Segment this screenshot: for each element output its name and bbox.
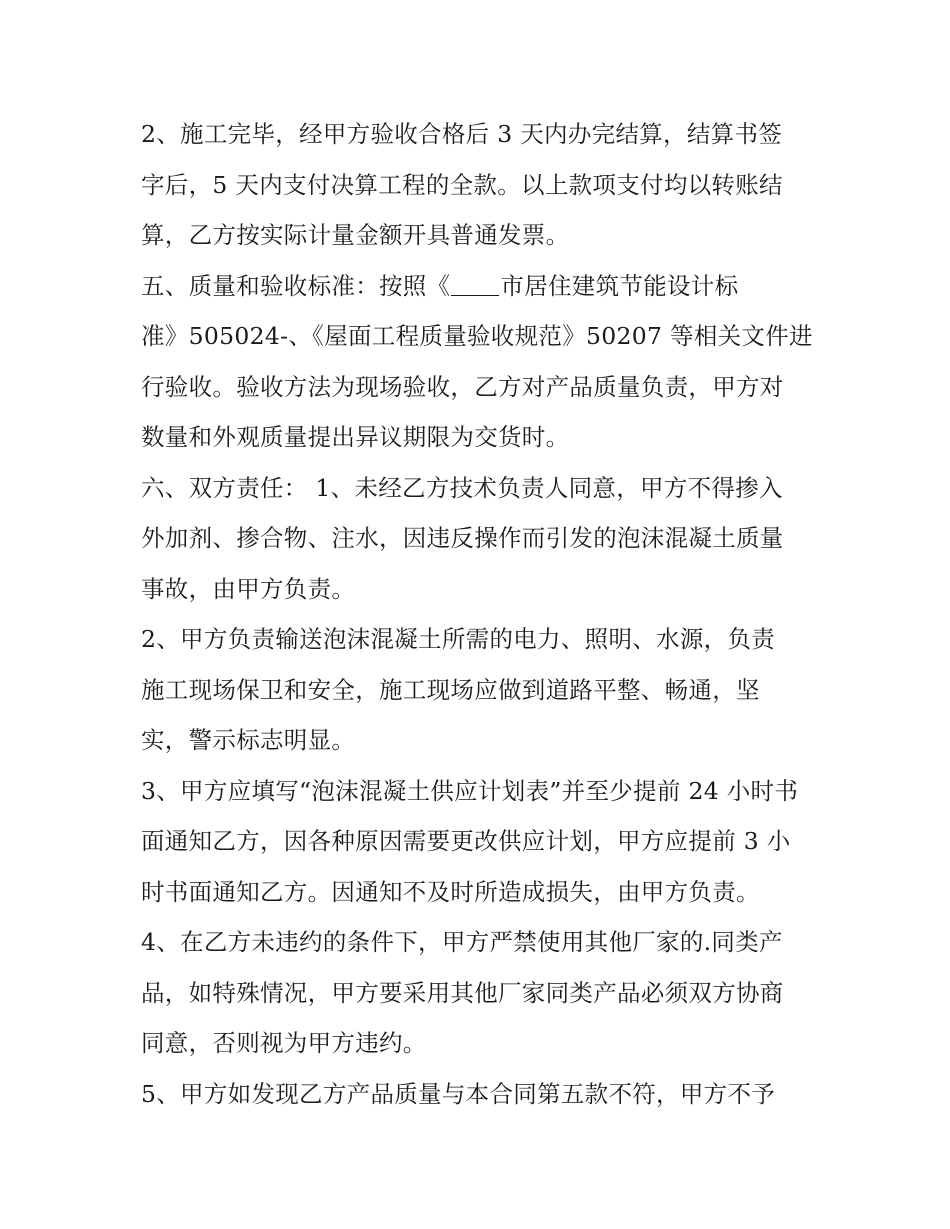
text-line: 面通知乙方，因各种原因需要更改供应计划，甲方应提前 3 小 [141,827,791,855]
text-segment: 五、质量和验收标准：按照《 [141,271,451,300]
text-line: 数量和外观质量提出异议期限为交货时。 [141,423,570,451]
text-line: 同意，否则视为甲方违约。 [141,1029,427,1057]
text-line: 3、甲方应填写“泡沫混凝土供应计划表”并至少提前 24 小时书 [141,776,799,805]
text-line: 5、甲方如发现乙方产品质量与本合同第五款不符，甲方不予 [141,1079,776,1108]
text-line: 4、在乙方未违约的条件下，甲方严禁使用其他厂家的.同类产 [141,928,783,956]
document-body [141,109,831,1119]
text-line: 算，乙方按实际计量金额开具普通发票。 [141,221,570,249]
blank-underline [451,273,499,296]
text-line: 字后，5 天内支付决算工程的全款。以上款项支付均以转账结 [141,170,783,199]
text-segment: 市居住建筑节能设计标 [500,271,739,300]
text-line: 品，如特殊情况，甲方要采用其他厂家同类产品必须双方协商 [141,978,784,1007]
text-line: 实，警示标志明显。 [141,726,356,754]
text-line: 时书面通知乙方。因通知不及时所造成损失，由甲方负责。 [141,877,760,906]
text-line: 施工现场保卫和安全，施工现场应做到道路平整、畅通，坚 [141,675,760,704]
text-line: 六、双方责任： 1、未经乙方技术负责人同意，甲方不得掺入 [141,473,783,502]
text-line: 准》505024-、《屋面工程质量验收规范》50207 等相关文件进 [141,322,813,350]
text-line [141,261,831,312]
text-line: 2、甲方负责输送泡沫混凝土所需的电力、照明、水源，负责 [141,625,776,653]
text-line: 行验收。验收方法为现场验收，乙方对产品质量负责，甲方对 [141,372,784,401]
text-line: 外加剂、掺合物、注水，因违反操作而引发的泡沫混凝土质量 [141,524,784,552]
text-line: 事故，由甲方负责。 [141,574,356,603]
text-line: 2、施工完毕，经甲方验收合格后 3 天内办完结算，结算书签 [141,120,783,148]
